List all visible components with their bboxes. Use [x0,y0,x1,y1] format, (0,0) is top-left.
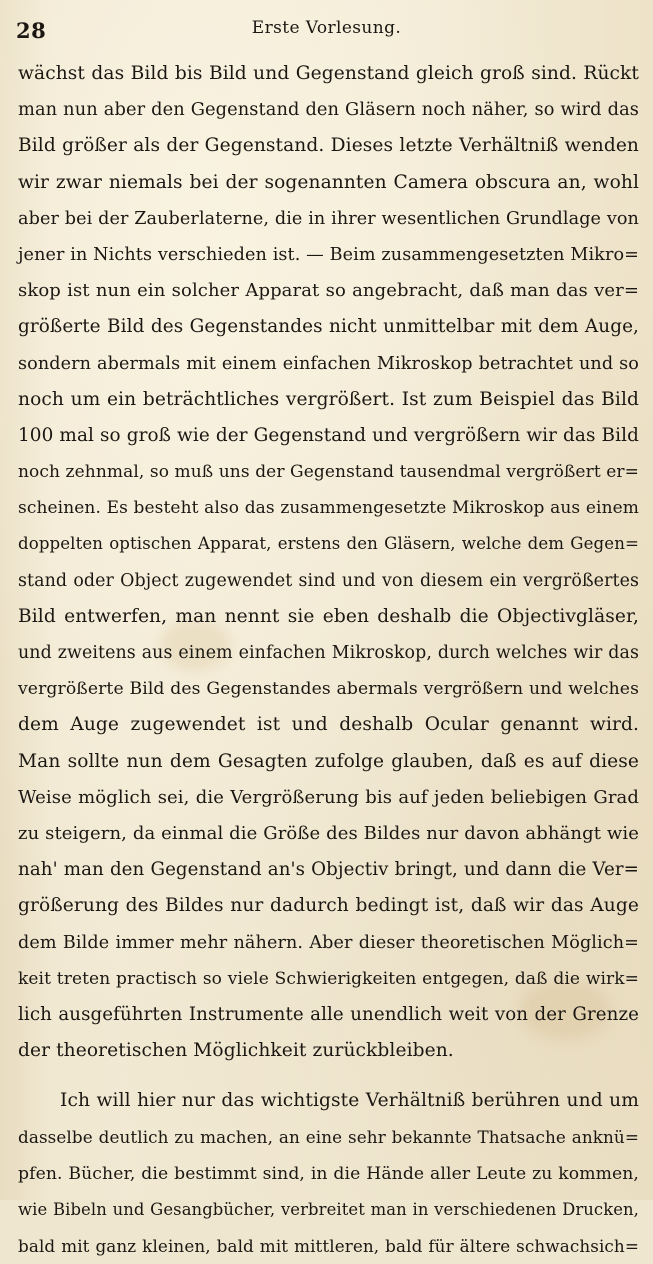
running-head: Erste Vorlesung. [251,18,402,38]
text-line: skop ist nun ein solcher Apparat so angebracht, daß man das ver= [18,280,639,302]
text-line: dem Bilde immer mehr nähern. Aber dieser theoretischen Möglich= [18,932,639,953]
text-line: pfen. Bücher, die bestimmt sind, in die Hände aller Leute zu kommen, [18,1163,639,1184]
text-line: Man sollte nun dem Gesagten zufolge glauben, daß es auf diese [18,750,639,772]
text-line: lich ausgeführten Instrumente alle unendlich weit von der Grenze [18,1003,639,1025]
text-line: wir zwar niemals bei der sogenannten Camera obscura an, wohl [18,171,639,193]
page-header [16,14,637,48]
text-line: bald mit ganz kleinen, bald mit mittleren, bald für ältere schwachsich= [18,1236,639,1256]
text-line: jener in Nichts verschieden ist. — Beim zusammengesetzten Mikro= [18,244,639,265]
text-line: nah' man den Gegenstand an's Objectiv bringt, und dann die Ver= [18,859,639,881]
text-line: dem Auge zugewendet ist und deshalb Ocular genannt wird. [18,714,639,736]
text-line: noch zehnmal, so muß uns der Gegenstand tausendmal vergrößert er= [18,462,639,483]
text-line: Bild entwerfen, man nennt sie eben deshalb die Objectivgläser, [18,605,639,627]
text-line: wie Bibeln und Gesangbücher, verbreitet man in verschiedenen Drucken, [18,1199,639,1219]
text-line: Bild größer als der Gegenstand. Dieses letzte Verhältniß wenden [18,135,639,157]
text-line: 100 mal so groß wie der Gegenstand und vergrößern wir das Bild [18,424,639,446]
text-line: zu steigern, da einmal die Größe des Bildes nur davon abhängt wie [18,822,639,844]
paragraph-1 [18,56,639,1069]
text-line: sondern abermals mit einem einfachen Mikroskop betrachtet und so [18,353,639,374]
text-line: dasselbe deutlich zu machen, an eine sehr bekannte Thatsache anknü= [18,1127,639,1148]
text-line: noch um ein beträchtliches vergrößert. Ist zum Beispiel das Bild [18,388,639,410]
text-line: doppelten optischen Apparat, erstens den Gläsern, welche dem Gegen= [18,534,639,554]
text-line: stand oder Object zugewendet sind und von diesem ein vergrößertes [18,570,639,591]
text-line: Weise möglich sei, die Vergrößerung bis auf jeden beliebigen Grad [18,786,639,808]
page-number: 28 [16,18,47,43]
text-line: der theoretischen Möglichkeit zurückbleiben. [18,1040,454,1062]
text-line: und zweitens aus einem einfachen Mikroskop, durch welches wir das [18,643,639,663]
text-line: aber bei der Zauberlaterne, die in ihrer wesentlichen Grundlage von [18,208,639,229]
paragraph-gap [18,1069,639,1083]
text-line: größerte Bild des Gegenstandes nicht unmittelbar mit dem Auge, [18,316,639,338]
paragraph-2 [18,1083,639,1264]
text-line: vergrößerte Bild des Gegenstandes abermals vergrößern und welches [18,679,639,700]
text-line: scheinen. Es besteht also das zusammengesetzte Mikroskop aus einem [18,498,639,519]
text-line: größerung des Bildes nur dadurch bedingt ist, daß wir das Auge [18,895,639,917]
body-text [18,56,639,1264]
text-line: Ich will hier nur das wichtigste Verhältniß berühren und um [60,1090,639,1112]
text-line: man nun aber den Gegenstand den Gläsern noch näher, so wird das [18,99,639,121]
text-line: keit treten practisch so viele Schwierigkeiten entgegen, daß die wirk= [18,968,639,989]
text-line: wächst das Bild bis Bild und Gegenstand gleich groß sind. Rückt [18,63,639,84]
